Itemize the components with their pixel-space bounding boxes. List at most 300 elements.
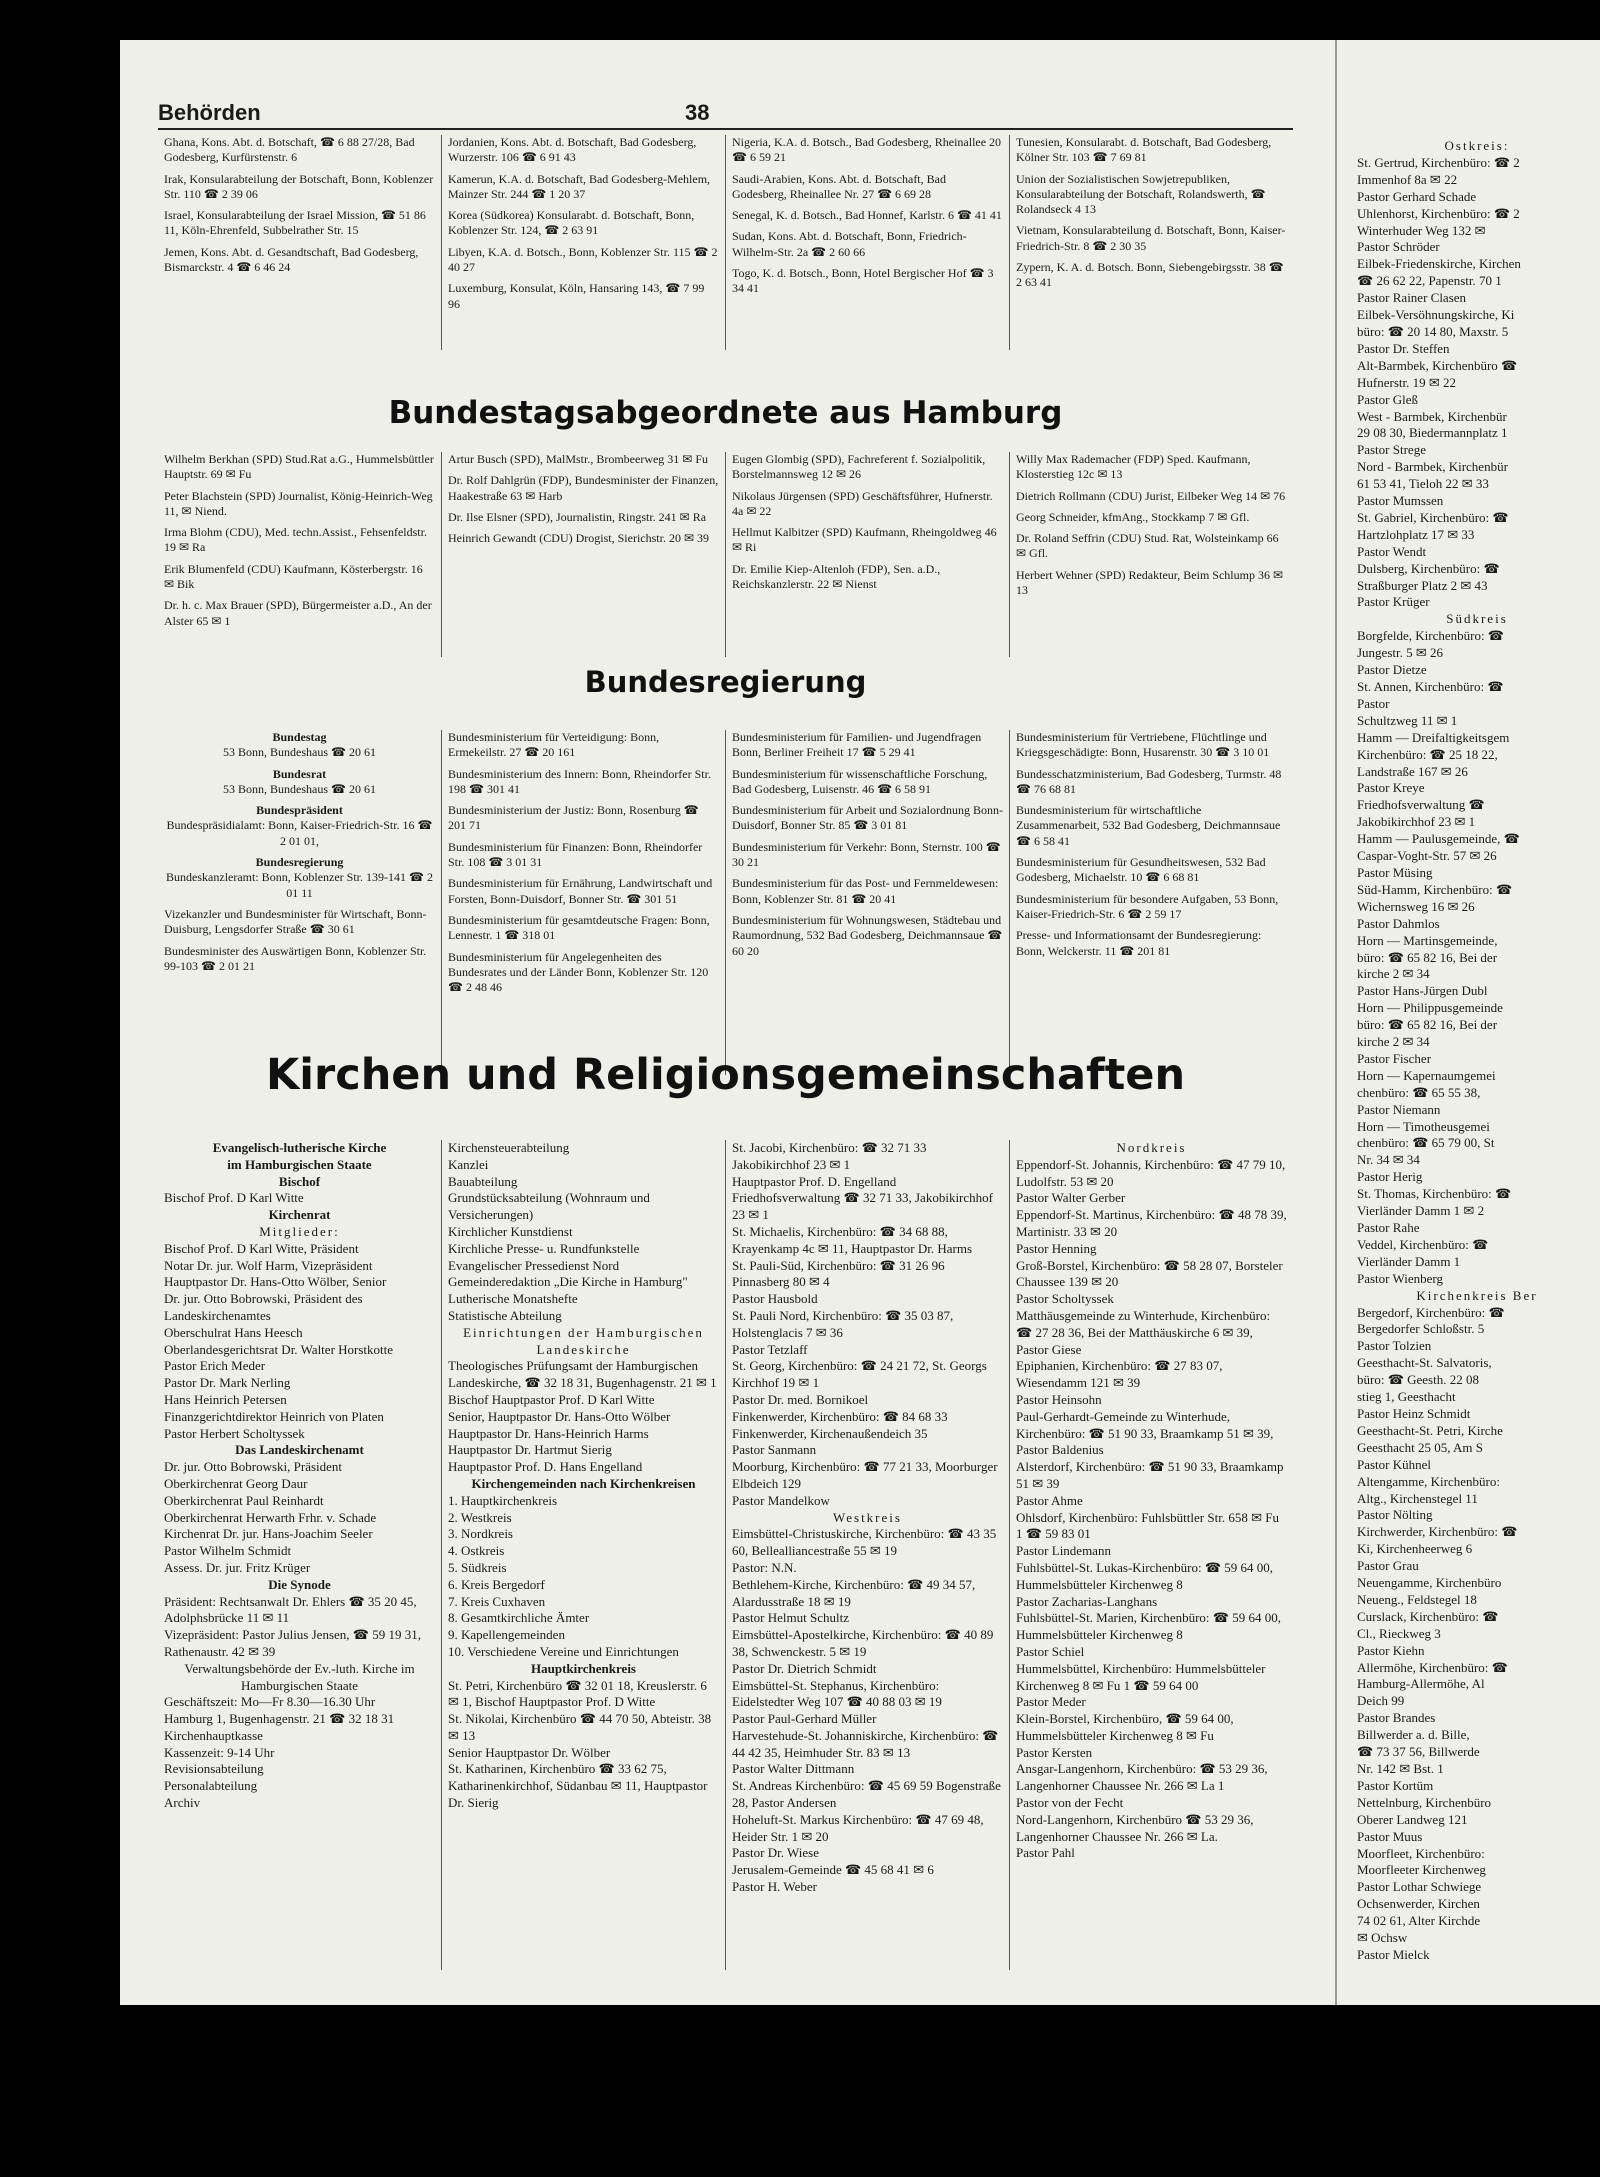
- kirchen-entry: Senior Hauptpastor Dr. Wölber: [448, 1744, 611, 1760]
- kirchen-entry: Pastor Heinsohn: [1016, 1391, 1102, 1407]
- ostkreis-entry: Pastor: [1357, 695, 1390, 711]
- kirchen-entry: Evangelischer Pressedienst Nord: [448, 1257, 620, 1273]
- page-left: [120, 40, 1335, 2005]
- bundesregierung-entry: Bundeskanzleramt: Bonn, Koblenzer Str. 139-141 ☎ 2 01 11: [166, 870, 433, 900]
- ostkreis-entry: Süd-Hamm, Kirchenbüro: ☎: [1357, 881, 1513, 897]
- ostkreis-entry: Altg., Kirchenstegel 11: [1357, 1490, 1478, 1506]
- ostkreis-entry: Uhlenhorst, Kirchenbüro: ☎ 2: [1357, 205, 1520, 221]
- behoerden-entry: Libyen, K.A. d. Botsch., Bonn, Koblenzer Str. 115 ☎ 2 40 27: [448, 244, 718, 275]
- bundesregierung-col-3: [1009, 730, 1293, 1075]
- ostkreis-entry: Horn — Kapernaumgemei: [1357, 1067, 1496, 1083]
- ostkreis-entry: Jakobikirchhof 23 ✉ 1: [1357, 814, 1476, 830]
- ostkreis-entry: Hamburg-Allermöhe, Al: [1357, 1676, 1485, 1692]
- kirchen-entry: Kirchliche Presse- u. Rundfunkstelle: [448, 1240, 640, 1256]
- kirchen-entry: Alsterdorf, Kirchenbüro: ☎ 51 90 33, Braamkamp 51 ✉ 39: [1016, 1459, 1284, 1491]
- kirchen-col-2: [441, 1140, 725, 1970]
- ostkreis-entry: Veddel, Kirchenbüro: ☎: [1357, 1236, 1489, 1252]
- ostkreis-entry: Horn — Philippusgemeinde: [1357, 1000, 1503, 1016]
- kirchen-entry: Oberkirchenrat Georg Daur: [164, 1475, 308, 1491]
- ostkreis-entry: Kirchenbüro: ☎ 25 18 22,: [1357, 746, 1498, 762]
- kirchen-entry: Eimsbüttel-St. Stephanus, Kirchenbüro: Eidelstedter Weg 107 ☎ 40 88 03 ✉ 19: [732, 1677, 942, 1710]
- kirchen-heading: Einrichtungen der Hamburgischen Landeskirche: [463, 1324, 704, 1357]
- bundesregierung-title: Bundesregierung: [584, 665, 867, 699]
- bundestag-entry: Dr. Emilie Kiep-Altenloh (FDP), Sen. a.D., Reichskanzlerstr. 22 ✉ Nienst: [732, 561, 941, 592]
- ostkreis-entry: Bergedorfer Schloßstr. 5: [1357, 1321, 1485, 1337]
- ostkreis-entry: Oberer Landweg 121: [1357, 1811, 1468, 1827]
- kirchen-entry: Eimsbüttel-Christuskirche, Kirchenbüro: ☎ 43 35 60, Bellealliancestraße 55 ✉ 19: [732, 1526, 997, 1559]
- kirchen-entry: St. Nikolai, Kirchenbüro ☎ 44 70 50, Abteistr. 38 ✉ 13: [448, 1711, 712, 1743]
- ostkreis-entry: Nr. 142 ✉ Bst. 1: [1357, 1761, 1444, 1776]
- ostkreis-entry: Alt-Barmbek, Kirchenbüro ☎: [1357, 357, 1518, 373]
- kirchen-entry: Finanzgerichtdirektor Heinrich von Platen: [164, 1408, 384, 1424]
- kirchen-entry: 5. Südkreis: [448, 1559, 507, 1575]
- kirchen-entry: St. Andreas Kirchenbüro: ☎ 45 69 59 Bogenstraße 28, Pastor Andersen: [732, 1778, 1001, 1811]
- kirchen-entry: 8. Gesamtkirchliche Ämter: [448, 1610, 590, 1626]
- kirchen-entry: Pastor Zacharias-Langhans: [1016, 1593, 1158, 1609]
- ostkreis-entry: Vierländer Damm 1: [1357, 1253, 1461, 1269]
- kirchen-entry: Oberschulrat Hans Heesch: [164, 1324, 303, 1340]
- kirchen-entry: Senior, Hauptpastor Dr. Hans-Otto Wölber: [448, 1408, 671, 1424]
- bundesregierung-entry: Bundesministerium für Ernährung, Landwirtschaft und Forsten, Bonn-Duisdorf, Bonner Str. ☎ 301 51: [448, 876, 713, 906]
- ostkreis-entry: Pastor Grau: [1357, 1558, 1419, 1574]
- behoerden-entry: Nigeria, K.A. d. Botsch., Bad Godesberg, Rheinallee 20 ☎ 6 59 21: [732, 135, 1002, 165]
- ostkreis-entry: Nr. 34 ✉ 34: [1357, 1152, 1420, 1168]
- kirchen-entry: Groß-Borstel, Kirchenbüro: ☎ 58 28 07, Borsteler Chaussee 139 ✉ 20: [1016, 1257, 1283, 1290]
- header-rule: [158, 128, 1293, 130]
- page-section-header: Behörden: [158, 100, 261, 125]
- kirchen-title: Kirchen und Religionsgemeinschaften: [265, 1050, 1186, 1100]
- kirchen-entry: St. Katharinen, Kirchenbüro ☎ 33 62 75, Katharinenkirchhof, Südanbau ✉ 11, Hauptpastor Dr. Sierig: [448, 1761, 708, 1811]
- ostkreis-entry: Ki, Kirchenheerweg 6: [1357, 1541, 1473, 1557]
- kirchen-entry: Hauptpastor Prof. D. Engelland: [732, 1173, 897, 1189]
- bundestag-entry: Heinrich Gewandt (CDU) Drogist, Sierichstr. 20 ✉ 39: [448, 531, 710, 546]
- kirchen-entry: St. Jacobi, Kirchenbüro: ☎ 32 71 33 Jakobikirchhof 23 ✉ 1: [732, 1140, 927, 1172]
- bundesregierung-col-1: [158, 730, 441, 1075]
- kirchen-heading: Hauptkirchenkreis: [531, 1660, 636, 1676]
- ostkreis-entry: Nord - Barmbek, Kirchenbür: [1357, 459, 1508, 475]
- kirchen-entry: Hamburg 1, Bugenhagenstr. 21 ☎ 32 18 31: [164, 1711, 395, 1727]
- kirchen-entry: 4. Ostkreis: [448, 1543, 505, 1559]
- ostkreis-entry: St. Annen, Kirchenbüro: ☎: [1357, 679, 1504, 694]
- ostkreis-entry: Neuengamme, Kirchenbüro: [1357, 1575, 1502, 1591]
- bundestag-entry: Dr. h. c. Max Brauer (SPD), Bürgermeister a.D., An der Alster 65 ✉ 1: [164, 598, 432, 628]
- behoerden-entry: Zypern, K. A. d. Botsch. Bonn, Siebengebirgsstr. 38 ☎ 2 63 41: [1016, 260, 1284, 290]
- bundestag-col-3: [725, 452, 1009, 657]
- ostkreis-entry: Pastor Kühnel: [1357, 1456, 1432, 1472]
- kirchen-entry: Präsident: Rechtsanwalt Dr. Ehlers ☎ 35 20 45, Adolphsbrücke 11 ✉ 11: [164, 1593, 417, 1626]
- kirchen-heading: Nordkreis: [1116, 1140, 1187, 1155]
- kirchen-entry: Fuhlsbüttel-St. Lukas-Kirchenbüro: ☎ 59 64 00, Hummelsbütteler Kirchenweg 8: [1016, 1559, 1274, 1592]
- bundesregierung-entry: Bundesministerium für Wohnungswesen, Städtebau und Raumordnung, 532 Bad Godesberg, Deichmannsaue ☎ 60 20: [732, 912, 1003, 958]
- ostkreis-entry: Moorfleeter Kirchenweg: [1357, 1862, 1486, 1878]
- ostkreis-entry: Hufnerstr. 19 ✉ 22: [1357, 374, 1456, 390]
- kirchen-entry: 10. Verschiedene Vereine und Einrichtungen: [448, 1643, 679, 1659]
- ostkreis-entry: Dulsberg, Kirchenbüro: ☎: [1357, 560, 1500, 576]
- bundesregierung-heading: Bundespräsident: [256, 803, 343, 818]
- ostkreis-entry: Geesthacht-St. Petri, Kirche: [1357, 1422, 1503, 1438]
- bundestag-entry: Artur Busch (SPD), MalMstr., Brombeerweg 31 ✉ Fu: [448, 452, 709, 466]
- bundesregierung-entry: Bundesministerium für Angelegenheiten des Bundesrates und der Länder Bonn, Koblenzer Str. 120 ☎ 2 48 46: [448, 949, 709, 995]
- kirchen-entry: Harvestehude-St. Johanniskirche, Kirchenbüro: ☎ 44 42 35, Heimhuder Str. 83 ✉ 13: [732, 1727, 999, 1760]
- kirchen-entry: Hauptpastor Dr. Hartmut Sierig: [448, 1442, 612, 1458]
- kirchen-heading: Kirchengemeinden nach Kirchenkreisen: [471, 1475, 696, 1491]
- ostkreis-entry: Kirchwerder, Kirchenbüro: ☎: [1357, 1524, 1518, 1540]
- ostkreis-entry: St. Thomas, Kirchenbüro: ☎: [1357, 1186, 1512, 1202]
- bundesregierung-entry: Bundesministerium für gesamtdeutsche Fragen: Bonn, Lennestr. 1 ☎ 318 01: [448, 912, 710, 943]
- kirchen-col-3: [725, 1140, 1009, 1970]
- bundesregierung-entry: Bundesministerium für besondere Aufgaben, 53 Bonn, Kaiser-Friedrich-Str. 6 ☎ 2 59 17: [1016, 891, 1279, 921]
- kirchen-entry: Pastor Meder: [1016, 1694, 1086, 1710]
- ostkreis-entry: Vierländer Damm 1 ✉ 2: [1357, 1203, 1485, 1219]
- kirchen-entry: Bischof Hauptpastor Prof. D Karl Witte: [448, 1391, 655, 1407]
- behoerden-col-1: [158, 135, 441, 350]
- kirchen-entry: Finkenwerder, Kirchenbüro: ☎ 84 68 33 Finkenwerder, Kirchenaußendeich 35: [732, 1408, 948, 1441]
- ostkreis-entry: St. Gabriel, Kirchenbüro: ☎: [1357, 509, 1509, 525]
- bundestag-entry: Peter Blachstein (SPD) Journalist, König-Heinrich-Weg 11, ✉ Niend.: [164, 488, 433, 518]
- kirchen-entry: Pastor Wilhelm Schmidt: [164, 1543, 292, 1559]
- kirchen-entry: Pastor Walter Dittmann: [732, 1761, 855, 1777]
- ostkreis-entry: Pastor Tolzien: [1357, 1338, 1432, 1354]
- ostkreis-entry: Pastor Müsing: [1357, 864, 1433, 880]
- ostkreis-entry: Pastor Mumssen: [1357, 493, 1444, 509]
- ostkreis-entry: St. Gertrud, Kirchenbüro: ☎ 2: [1357, 154, 1520, 170]
- kirchen-entry: 2. Westkreis: [448, 1509, 512, 1525]
- kirchen-entry: Pastor Helmut Schultz: [732, 1610, 849, 1626]
- kirchen-entry: Pastor Schiel: [1016, 1643, 1085, 1659]
- kirchen-entry: Hans Heinrich Petersen: [164, 1391, 287, 1407]
- bundestag-col-2: [441, 452, 725, 657]
- ostkreis-entry: Nettelnburg, Kirchenbüro: [1357, 1794, 1492, 1810]
- kirchen-entry: Hauptpastor Dr. Hans-Heinrich Harms: [448, 1425, 649, 1441]
- kirchen-entry: Vizepräsident: Pastor Julius Jensen, ☎ 59 19 31, Rathenaustr. 42 ✉ 39: [164, 1627, 421, 1659]
- kirchen-heading: Bischof: [278, 1173, 321, 1189]
- kirchen-entry: Paul-Gerhardt-Gemeinde zu Winterhude, Kirchenbüro: ☎ 51 90 33, Braamkamp 51 ✉ 39, Pastor Baldenius: [1016, 1408, 1274, 1458]
- kirchen-entry: Kirchlicher Kunstdienst: [448, 1223, 573, 1239]
- ostkreis-entry: Jungestr. 5 ✉ 26: [1357, 645, 1444, 661]
- ostkreis-entry: büro: ☎ 65 82 16, Bei der: [1357, 1017, 1498, 1033]
- kirchen-entry: Pastor von der Fecht: [1016, 1795, 1124, 1811]
- ostkreis-entry: Geesthacht 25 05, Am S: [1357, 1439, 1484, 1455]
- kirchen-entry: Pastor: N.N.: [732, 1559, 797, 1575]
- ostkreis-entry: Pastor Nölting: [1357, 1507, 1433, 1523]
- bundesregierung-entry: Bundesministerium für Verkehr: Bonn, Sternstr. 100 ☎ 30 21: [732, 839, 1001, 870]
- ostkreis-entry: ☎ 26 62 22, Papenstr. 70 1: [1357, 273, 1502, 289]
- kirchen-entry: Pastor Hausbold: [732, 1291, 818, 1307]
- behoerden-entry: Ghana, Kons. Abt. d. Botschaft, ☎ 6 88 27/28, Bad Godesberg, Kurfürstenstr. 6: [164, 135, 415, 165]
- kirchen-col-4: [1009, 1140, 1293, 1970]
- ostkreis-entry: Immenhof 8a ✉ 22: [1357, 171, 1458, 187]
- bundestag-entry: Herbert Wehner (SPD) Redakteur, Beim Schlump 36 ✉ 13: [1016, 567, 1283, 598]
- kirchen-heading: im Hamburgischen Staate: [227, 1156, 372, 1172]
- behoerden-entry: Senegal, K. d. Botsch., Bad Honnef, Karlstr. 6 ☎ 41 41: [732, 208, 1002, 223]
- ostkreis-entry: 29 08 30, Biedermannplatz 1: [1357, 425, 1508, 441]
- kirchen-entry: Pastor Erich Meder: [164, 1358, 266, 1374]
- ostkreis-entry: Landstraße 167 ✉ 26: [1357, 763, 1468, 779]
- kirchen-entry: Jerusalem-Gemeinde ☎ 45 68 41 ✉ 6: [732, 1862, 934, 1878]
- kirchen-entry: Epiphanien, Kirchenbüro: ☎ 27 83 07, Wiesendamm 121 ✉ 39: [1016, 1358, 1223, 1391]
- bundesregierung-entry: Bundesminister des Auswärtigen Bonn, Koblenzer Str. 99-103 ☎ 2 01 21: [164, 943, 427, 973]
- ostkreis-entry: Pastor Dr. Steffen: [1357, 340, 1450, 356]
- ostkreis-entry: Ochsenwerder, Kirchen: [1357, 1896, 1480, 1912]
- ostkreis-entry: Pastor Lothar Schwiege: [1357, 1879, 1482, 1895]
- ostkreis-entry: Allermöhe, Kirchenbüro: ☎: [1357, 1659, 1508, 1675]
- bundesregierung-entry: Bundesministerium für Arbeit und Sozialordnung Bonn-Duisdorf, Bonner Str. 85 ☎ 3 01 81: [732, 803, 1003, 833]
- ostkreis-entry: büro: ☎ 20 14 80, Maxstr. 5: [1357, 323, 1509, 339]
- page-number: 38: [685, 100, 710, 125]
- kirchen-entry: Kirchensteuerabteilung: [448, 1140, 570, 1155]
- kirchen-entry: Pastor Walter Gerber: [1016, 1190, 1126, 1206]
- bundestag-entry: Dr. Ilse Elsner (SPD), Journalistin, Ringstr. 241 ✉ Ra: [448, 509, 707, 524]
- bundesregierung-entry: Bundesministerium für Finanzen: Bonn, Rheindorfer Str. 108 ☎ 3 01 31: [448, 839, 703, 870]
- kirchen-entry: 3. Nordkreis: [448, 1526, 513, 1542]
- kirchen-entry: Pastor Ahme: [1016, 1492, 1083, 1508]
- kirchen-entry: Oberlandesgerichtsrat Dr. Walter Horstkotte: [164, 1341, 394, 1357]
- kirchen-entry: Archiv: [164, 1795, 201, 1811]
- kirchen-heading: Evangelisch-lutherische Kirche: [212, 1140, 387, 1155]
- kirchen-entry: Pastor Mandelkow: [732, 1492, 830, 1508]
- kirchen-entry: St. Pauli-Süd, Kirchenbüro: ☎ 31 26 96 Pinnasberg 80 ✉ 4: [732, 1257, 945, 1290]
- kirchen-entry: 6. Kreis Bergedorf: [448, 1576, 545, 1592]
- ostkreis-entry: stieg 1, Geesthacht: [1357, 1389, 1456, 1405]
- kirchen-entry: St. Michaelis, Kirchenbüro: ☎ 34 68 88, Krayenkamp 4c ✉ 11, Hauptpastor Dr. Harms: [732, 1223, 973, 1256]
- page-right-partial: [1335, 40, 1600, 2005]
- ostkreis-entry: Pastor Niemann: [1357, 1101, 1441, 1117]
- kirchen-entry: St. Georg, Kirchenbüro: ☎ 24 21 72, St. Georgs Kirchhof 19 ✉ 1: [732, 1358, 987, 1391]
- bundestag-columns: [158, 452, 1293, 657]
- ostkreis-entry: Pastor Krüger: [1357, 594, 1430, 610]
- ostkreis-entry: Billwerder a. d. Bille,: [1357, 1727, 1470, 1743]
- kirchen-entry: Oberkirchenrat Herwarth Frhr. v. Schade: [164, 1509, 377, 1525]
- ostkreis-entry: chenbüro: ☎ 65 55 38,: [1357, 1084, 1481, 1100]
- bundesregierung-entry: Bundesministerium für Vertriebene, Flüchtlinge und Kriegsgeschädigte: Bonn, Husarenstr. 30 ☎ 3 10 01: [1016, 730, 1270, 760]
- behoerden-entry: Sudan, Kons. Abt. d. Botschaft, Bonn, Friedrich-Wilhelm-Str. 2a ☎ 2 60 66: [732, 229, 967, 259]
- kirchen-entry: Kirchenhauptkasse: [164, 1727, 263, 1743]
- ostkreis-entry: Eilbek-Friedenskirche, Kirchen: [1357, 256, 1521, 272]
- ostkreis-entry: Moorfleet, Kirchenbüro:: [1357, 1845, 1485, 1861]
- bundestag-entry: Hellmut Kalbitzer (SPD) Kaufmann, Rheingoldweg 46 ✉ Ri: [732, 525, 997, 555]
- kirchen-entry: 9. Kapellengemeinden: [448, 1627, 565, 1643]
- behoerden-entry: Jordanien, Kons. Abt. d. Botschaft, Bad Godesberg, Wurzerstr. 106 ☎ 6 91 43: [448, 135, 697, 165]
- ostkreis-entry: Pastor Muus: [1357, 1828, 1423, 1844]
- behoerden-entry: Saudi-Arabien, Kons. Abt. d. Botschaft, Bad Godesberg, Rheinallee Nr. 27 ☎ 6 69 28: [732, 171, 946, 201]
- ostkreis-entry: Friedhofsverwaltung ☎: [1357, 797, 1485, 813]
- ostkreis-entry: Pastor Dietze: [1357, 662, 1427, 678]
- behoerden-col-3: [725, 135, 1009, 350]
- kirchen-entry: Grundstücksabteilung (Wohnraum und Versicherungen): [448, 1190, 650, 1223]
- kirchen-entry: Gemeinderedaktion „Die Kirche in Hamburg": [448, 1274, 688, 1290]
- behoerden-col-2: [441, 135, 725, 350]
- bundesregierung-heading: Bundestag: [272, 730, 327, 744]
- ostkreis-entry: Pastor Wendt: [1357, 543, 1427, 559]
- bundesregierung-entry: Presse- und Informationsamt der Bundesregierung: Bonn, Welckerstr. 11 ☎ 201 81: [1016, 928, 1262, 958]
- bundestag-col-4: [1009, 452, 1293, 657]
- kirchen-entry: Statistische Abteilung: [448, 1307, 562, 1323]
- bundestag-entry: Erik Blumenfeld (CDU) Kaufmann, Kösterbergstr. 16 ✉ Bik: [164, 561, 423, 592]
- behoerden-entry: Israel, Konsularabteilung der Israel Mission, ☎ 51 86 11, Köln-Ehrenfeld, Subbelrather Str. 15: [164, 208, 426, 238]
- ostkreis-entry: büro: ☎ 65 82 16, Bei der: [1357, 949, 1498, 965]
- kirchen-entry: Fuhlsbüttel-St. Marien, Kirchenbüro: ☎ 59 64 00, Hummelsbütteler Kirchenweg 8: [1016, 1610, 1281, 1643]
- bundestag-entry: Willy Max Rademacher (FDP) Sped. Kaufmann, Klosterstieg 12c ✉ 13: [1016, 452, 1251, 482]
- bundesregierung-entry: Bundesministerium der Justiz: Bonn, Rosenburg ☎ 201 71: [448, 803, 699, 833]
- ostkreis-entry: Pastor Herig: [1357, 1169, 1423, 1185]
- kirchen-entry: Friedhofsverwaltung ☎ 32 71 33, Jakobikirchhof 23 ✉ 1: [732, 1190, 993, 1223]
- ostkreis-entry: 61 53 41, Tieloh 22 ✉ 33: [1357, 476, 1489, 492]
- bundesregierung-columns: [158, 730, 1293, 1075]
- kirchen-entry: Oberkirchenrat Paul Reinhardt: [164, 1492, 324, 1508]
- kirchen-entry: Bischof Prof. D Karl Witte, Präsident: [164, 1240, 359, 1256]
- ostkreis-entry: Eilbek-Versöhnungskirche, Ki: [1357, 307, 1515, 323]
- ostkreis-entry: Borgfelde, Kirchenbüro: ☎: [1357, 628, 1504, 644]
- bundestag-title: Bundestagsabgeordnete aus Hamburg: [388, 395, 1063, 431]
- kirchen-entry: Pastor Dr. Dietrich Schmidt: [732, 1660, 877, 1676]
- behoerden-entry: Union der Sozialistischen Sowjetrepubliken, Konsularabteilung der Botschaft, Rolandswerth, ☎ Rolandseck 4 13: [1016, 171, 1266, 217]
- ostkreis-entry: Hamm — Dreifaltigkeitsgem: [1357, 729, 1510, 745]
- kirchen-entry: Hummelsbüttel, Kirchenbüro: Hummelsbütteler Kirchenweg 8 ✉ Fu 1 ☎ 59 64 00: [1016, 1660, 1266, 1693]
- ostkreis-entry: Caspar-Voght-Str. 57 ✉ 26: [1357, 848, 1497, 864]
- kirchen-entry: Klein-Borstel, Kirchenbüro, ☎ 59 64 00, Hummelsbütteler Kirchenweg 8 ✉ Fu: [1016, 1711, 1234, 1743]
- kirchen-heading: Die Synode: [268, 1576, 331, 1592]
- kirchen-entry: Dr. jur. Otto Bobrowski, Präsident des Landeskirchenamtes: [164, 1291, 363, 1323]
- ostkreis-entry: Neueng., Feldstegel 18: [1357, 1591, 1477, 1607]
- ostkreis-entry: ✉ Ochsw: [1357, 1930, 1408, 1946]
- ostkreis-entry: Geesthacht-St. Salvatoris,: [1357, 1355, 1492, 1371]
- ostkreis-entry: Pastor Mielck: [1357, 1946, 1430, 1962]
- bundestag-entry: Georg Schneider, kfmAng., Stockkamp 7 ✉ Gfl.: [1016, 509, 1250, 524]
- ostkreis-entry: Pastor Dahmlos: [1357, 915, 1440, 931]
- behoerden-entry: Jemen, Kons. Abt. d. Gesandtschaft, Bad Godesberg, Bismarckstr. 4 ☎ 6 46 24: [164, 244, 419, 275]
- ostkreis-entry: Horn — Timotheusgemei: [1357, 1118, 1490, 1134]
- bundestag-col-1: [158, 452, 441, 657]
- bundesregierung-col-1: [441, 730, 725, 1075]
- kirchen-entry: Verwaltungsbehörde der Ev.-luth. Kirche im Hamburgischen Staate: [184, 1660, 415, 1693]
- kirchen-entry: Pastor Henning: [1016, 1240, 1097, 1256]
- kirchen-entry: Personalabteilung: [164, 1778, 258, 1794]
- bundesregierung-entry: Bundespräsidialamt: Bonn, Kaiser-Friedrich-Str. 16 ☎ 2 01 01,: [166, 818, 433, 848]
- ostkreis-entry: West - Barmbek, Kirchenbür: [1357, 408, 1507, 424]
- behoerden-columns: [158, 135, 1293, 350]
- kirchen-entry: Pastor Dr. med. Bornikoel: [732, 1391, 869, 1407]
- bundesregierung-entry: 53 Bonn, Bundeshaus ☎ 20 61: [223, 745, 376, 760]
- ostkreis-entry: Curslack, Kirchenbüro: ☎: [1357, 1608, 1499, 1624]
- kirchen-entry: Eppendorf-St. Johannis, Kirchenbüro: ☎ 47 79 10, Ludolfstr. 53 ✉ 20: [1016, 1156, 1286, 1189]
- kirchen-entry: Pastor Pahl: [1016, 1845, 1075, 1861]
- kirchen-entry: Pastor Kersten: [1016, 1744, 1093, 1760]
- bundestag-entry: Wilhelm Berkhan (SPD) Stud.Rat a.G., Hummelsbüttler Hauptstr. 69 ✉ Fu: [164, 452, 434, 482]
- ostkreis-entry: Winterhuder Weg 132 ✉: [1357, 222, 1486, 238]
- bundesregierung-col-2: [725, 730, 1009, 1075]
- kirchen-entry: Lutherische Monatshefte: [448, 1291, 578, 1307]
- bundestag-entry: Eugen Glombig (SPD), Fachreferent f. Sozialpolitik, Borstelmannsweg 12 ✉ 26: [732, 452, 986, 482]
- behoerden-entry: Togo, K. d. Botsch., Bonn, Hotel Bergischer Hof ☎ 3 34 41: [732, 266, 994, 296]
- ostkreis-entry: Hamm — Paulusgemeinde, ☎: [1357, 831, 1520, 847]
- kirchen-col-1: [158, 1140, 441, 1970]
- kirchen-heading: Westkreis: [833, 1509, 902, 1525]
- ostkreis-entry: Pastor Rainer Clasen: [1357, 290, 1467, 306]
- ostkreis-entry: Pastor Schröder: [1357, 239, 1440, 255]
- ostkreis-entry: Pastor Fischer: [1357, 1050, 1432, 1066]
- behoerden-entry: Vietnam, Konsularabteilung d. Botschaft, Bonn, Kaiser-Friedrich-Str. 8 ☎ 2 30 35: [1016, 223, 1286, 253]
- behoerden-col-4: [1009, 135, 1293, 350]
- behoerden-entry: Kamerun, K.A. d. Botschaft, Bad Godesberg-Mehlem, Mainzer Str. 244 ☎ 1 20 37: [448, 171, 711, 201]
- ostkreis-entry: kirche 2 ✉ 34: [1357, 1034, 1430, 1050]
- ostkreis-entry: Pastor Kortüm: [1357, 1777, 1434, 1793]
- kirchen-entry: Hauptpastor Prof. D. Hans Engelland: [448, 1459, 643, 1475]
- ostkreis-entry: Pastor Kreye: [1357, 780, 1425, 796]
- kirchen-entry: Pastor H. Weber: [732, 1879, 818, 1895]
- kirchen-entry: Hoheluft-St. Markus Kirchenbüro: ☎ 47 69 48, Heider Str. 1 ✉ 20: [732, 1811, 984, 1844]
- kirchen-entry: Pastor Tetzlaff: [732, 1341, 808, 1357]
- kirchen-heading: Das Landeskirchenamt: [235, 1442, 364, 1458]
- kirchen-entry: Geschäftszeit: Mo—Fr 8.30—16.30 Uhr: [164, 1694, 376, 1710]
- bundesregierung-entry: Bundesministerium für wirtschaftliche Zusammenarbeit, 532 Bad Godesberg, Deichmannsaue ☎ 6 58 41: [1016, 803, 1281, 848]
- ostkreis-entry: büro: ☎ Geesth. 22 08: [1357, 1372, 1479, 1388]
- ostkreis-entry: Bergedorf, Kirchenbüro: ☎: [1357, 1304, 1505, 1320]
- kirchen-entry: Nord-Langenhorn, Kirchenbüro ☎ 53 29 36, Langenhorner Chaussee Nr. 266 ✉ La.: [1016, 1811, 1254, 1844]
- bundestag-entry: Dr. Rolf Dahlgrün (FDP), Bundesminister der Finanzen, Haakestraße 63 ✉ Harb: [448, 473, 719, 503]
- behoerden-entry: Korea (Südkorea) Konsularabt. d. Botschaft, Bonn, Koblenzer Str. 124, ☎ 2 63 91: [448, 208, 695, 238]
- kirchen-entry: Pastor Lindemann: [1016, 1543, 1111, 1559]
- kirchen-entry: Pastor Dr. Mark Nerling: [164, 1375, 291, 1391]
- kirchen-heading: Mitglieder:: [259, 1223, 340, 1239]
- kirchen-entry: Assess. Dr. jur. Fritz Krüger: [164, 1559, 311, 1575]
- kirchen-entry: Kanzlei: [448, 1156, 489, 1172]
- kirchen-entry: Bauabteilung: [448, 1173, 518, 1189]
- kirchen-entry: Eppendorf-St. Martinus, Kirchenbüro: ☎ 48 78 39, Martinistr. 33 ✉ 20: [1016, 1207, 1287, 1239]
- ostkreis-entry: Wichernsweg 16 ✉ 26: [1357, 898, 1475, 914]
- ostkreis-entry: Hartzlohplatz 17 ✉ 33: [1357, 526, 1475, 542]
- ostkreis-entry: Horn — Martinsgemeinde,: [1357, 932, 1498, 948]
- kirchen-entry: St. Pauli Nord, Kirchenbüro: ☎ 35 03 87, Holstenglacis 7 ✉ 36: [732, 1307, 954, 1340]
- ostkreis-entry: Pastor Brandes: [1357, 1710, 1436, 1726]
- ostkreis-entry: Pastor Wienberg: [1357, 1270, 1444, 1286]
- kirchen-entry: Kassenzeit: 9-14 Uhr: [164, 1744, 275, 1760]
- ostkreis-entry: Altengamme, Kirchenbüro:: [1357, 1473, 1500, 1489]
- kirchen-entry: Dr. jur. Otto Bobrowski, Präsident: [164, 1459, 343, 1475]
- kirchen-entry: Pastor Herbert Scholtyssek: [164, 1425, 305, 1441]
- ostkreis-entry: Pastor Gleß: [1357, 391, 1419, 407]
- bundestag-entry: Dr. Roland Seffrin (CDU) Stud. Rat, Wolsteinkamp 66 ✉ Gfl.: [1016, 531, 1279, 561]
- kirchen-entry: Pastor Dr. Wiese: [732, 1845, 819, 1861]
- ostkreis-heading: Südkreis: [1446, 611, 1508, 627]
- bundesregierung-entry: Bundesministerium für Gesundheitswesen, 532 Bad Godesberg, Michaelstr. 10 ☎ 6 68 81: [1016, 855, 1266, 885]
- ostkreis-column: [1357, 138, 1597, 1964]
- kirchen-entry: Theologisches Prüfungsamt der Hamburgischen Landeskirche, ☎ 32 18 31, Bugenhagenstr. 21 ✉ 1: [448, 1358, 717, 1391]
- kirchen-entry: Matthäusgemeinde zu Winterhude, Kirchenbüro: ☎ 27 28 36, Bei der Matthäuskirche 6 ✉ 39, Pastor Giese: [1016, 1307, 1271, 1357]
- ostkreis-entry: chenbüro: ☎ 65 79 00, St: [1357, 1135, 1495, 1151]
- bundesregierung-entry: 53 Bonn, Bundeshaus ☎ 20 61: [223, 781, 376, 796]
- bundesregierung-entry: Bundesministerium für das Post- und Fernmeldewesen: Bonn, Koblenzer Str. 81 ☎ 20 41: [732, 876, 999, 906]
- bundestag-entry: Nikolaus Jürgensen (SPD) Geschäftsführer, Hufnerstr. 4a ✉ 22: [732, 488, 993, 518]
- bundesregierung-heading: Bundesrat: [272, 766, 327, 781]
- kirchen-entry: Bischof Prof. D Karl Witte: [164, 1190, 304, 1206]
- ostkreis-entry: Pastor Gerhard Schade: [1357, 188, 1477, 204]
- ostkreis-entry: Pastor Hans-Jürgen Dubl: [1357, 983, 1488, 999]
- ostkreis-entry: Straßburger Platz 2 ✉ 43: [1357, 577, 1488, 593]
- bundesregierung-entry: Bundesschatzministerium, Bad Godesberg, Turmstr. 48 ☎ 76 68 81: [1016, 766, 1282, 796]
- ostkreis-entry: ☎ 73 37 56, Billwerde: [1357, 1744, 1480, 1760]
- kirchen-entry: Ohlsdorf, Kirchenbüro: Fuhlsbüttler Str. 658 ✉ Fu 1 ☎ 59 83 01: [1016, 1509, 1279, 1542]
- kirchen-entry: Moorburg, Kirchenbüro: ☎ 77 21 33, Moorburger Elbdeich 129: [732, 1459, 998, 1491]
- bundesregierung-entry: Bundesministerium für Verteidigung: Bonn, Ermekeilstr. 27 ☎ 20 161: [448, 730, 660, 760]
- kirchen-columns: [158, 1140, 1293, 1970]
- bundesregierung-entry: Bundesministerium für wissenschaftliche Forschung, Bad Godesberg, Luisenstr. 46 ☎ 6 58 91: [732, 766, 988, 796]
- kirchen-entry: Bethlehem-Kirche, Kirchenbüro: ☎ 49 34 57, Alardusstraße 18 ✉ 19: [732, 1576, 976, 1609]
- bundesregierung-heading: Bundesregierung: [255, 855, 344, 870]
- ostkreis-entry: Pastor Strege: [1357, 442, 1426, 458]
- ostkreis-entry: kirche 2 ✉ 34: [1357, 966, 1430, 982]
- kirchen-entry: 7. Kreis Cuxhaven: [448, 1593, 546, 1609]
- ostkreis-entry: Cl., Rieckweg 3: [1357, 1625, 1441, 1641]
